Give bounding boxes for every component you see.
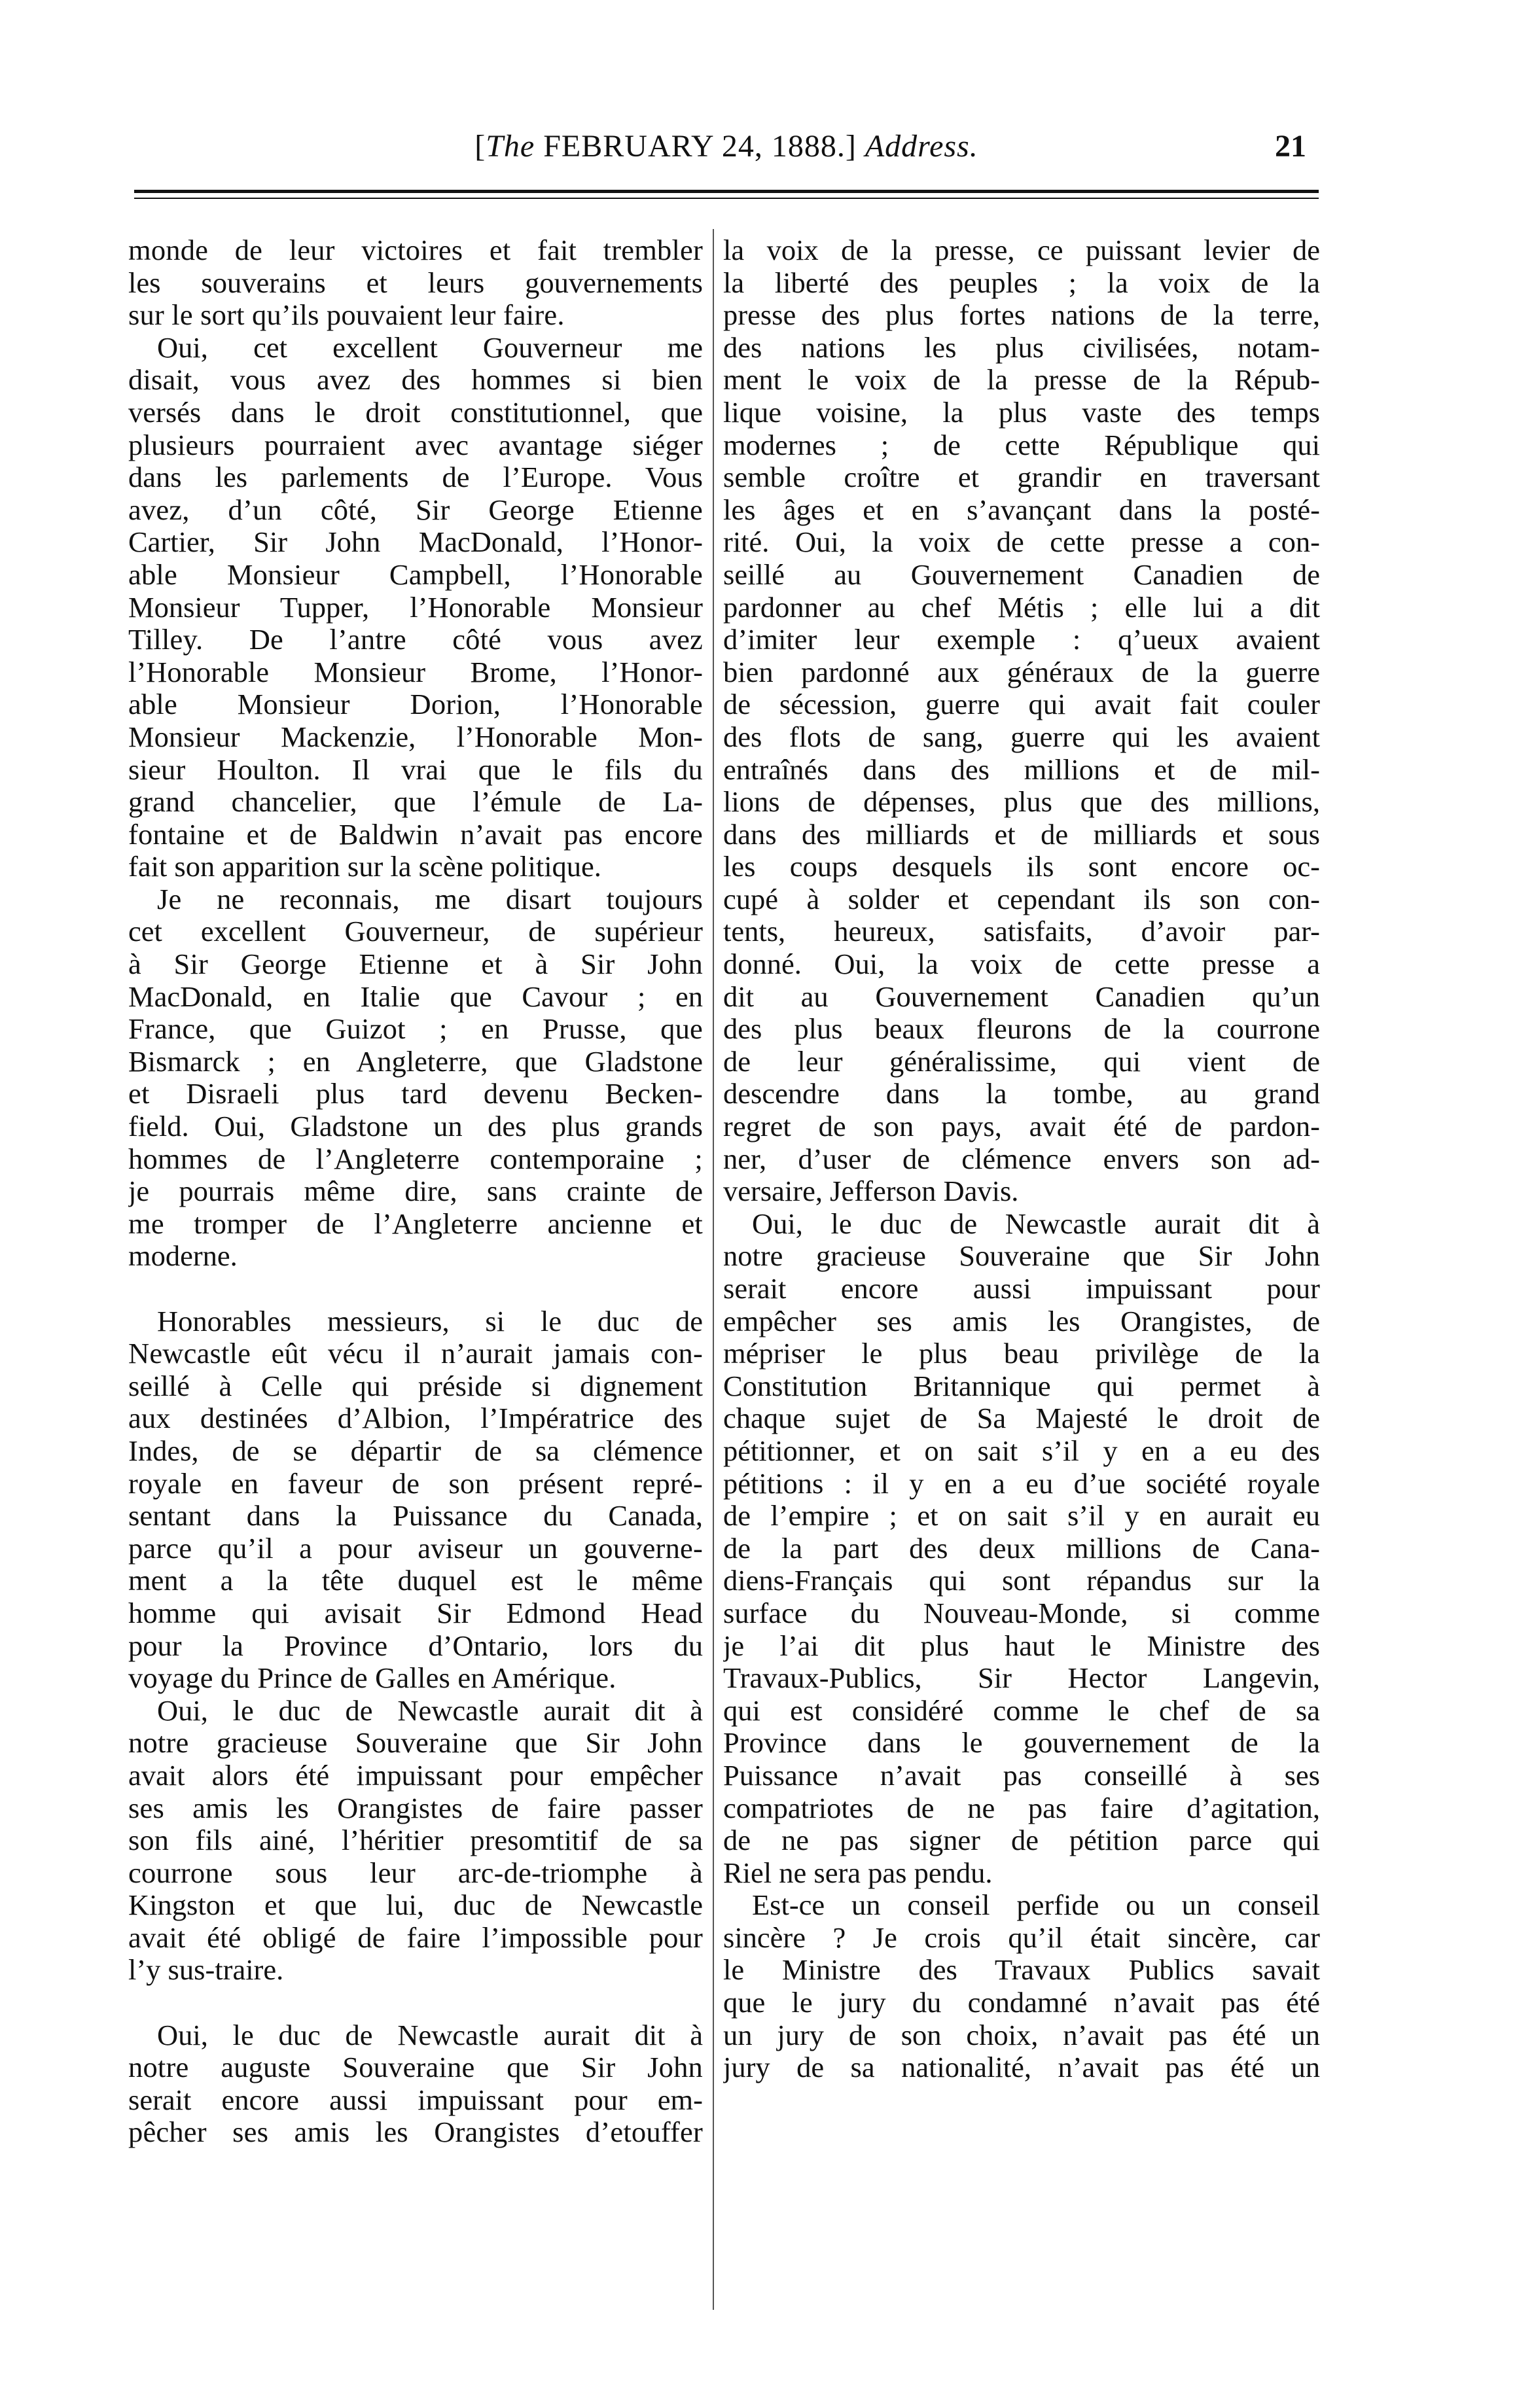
text-line: plusieurs pourraient avec avantage siéger bbox=[128, 429, 703, 461]
text-line: field. Oui, Gladstone un des plus grands bbox=[128, 1110, 703, 1143]
text-line: diens-Français qui sont répandus sur la bbox=[723, 1565, 1320, 1597]
text-line: dans les parlements de l’Europe. Vous bbox=[128, 461, 703, 494]
text-line: les coups desquels ils sont encore oc- bbox=[723, 851, 1320, 883]
text-line: dit au Gouvernement Canadien qu’un bbox=[723, 980, 1320, 1013]
text-line: Monsieur Mackenzie, l’Honorable Mon- bbox=[128, 720, 703, 753]
text-line: Oui, le duc de Newcastle aurait dit à bbox=[752, 1207, 1320, 1240]
text-line: seillé au Gouvernement Canadien de bbox=[723, 558, 1320, 591]
text-line: le Ministre des Travaux Publics savait bbox=[723, 1954, 1320, 1987]
text-line: Oui, le duc de Newcastle aurait dit à bbox=[157, 1694, 703, 1727]
text-line: Je ne reconnais, me disart toujours bbox=[157, 883, 703, 915]
text-line: voyage du Prince de Galles en Amérique. bbox=[128, 1662, 616, 1695]
text-line: avait alors été impuissant pour empêcher bbox=[128, 1759, 703, 1792]
running-header bbox=[124, 128, 1321, 181]
text-line: regret de son pays, avait été de pardon- bbox=[723, 1110, 1320, 1143]
text-line: ner, d’user de clémence envers son ad- bbox=[723, 1142, 1320, 1175]
text-line: Riel ne sera pas pendu. bbox=[723, 1856, 993, 1889]
text-line: notre gracieuse Souveraine que Sir John bbox=[128, 1727, 703, 1760]
text-line: bien pardonné aux généraux de la guerre bbox=[723, 656, 1320, 688]
text-line: Tilley. De l’antre côté vous avez bbox=[128, 624, 703, 656]
text-line: que le jury du condamné n’avait pas été bbox=[723, 1987, 1320, 2019]
text-line: Est-ce un conseil perfide ou un conseil bbox=[752, 1889, 1320, 1922]
header-rule-thick bbox=[134, 190, 1319, 193]
text-line bbox=[128, 1987, 703, 2019]
title-bracket: [ bbox=[474, 129, 486, 164]
text-line: son fils ainé, l’héritier presomtitif de sa bbox=[128, 1824, 703, 1857]
text-line: royale en faveur de son présent repré- bbox=[128, 1467, 703, 1500]
text-line: Cartier, Sir John MacDonald, l’Honor- bbox=[128, 526, 703, 559]
text-line: cupé à solder et cependant ils son con- bbox=[723, 883, 1320, 915]
text-line: courrone sous leur arc-de-triomphe à bbox=[128, 1856, 703, 1889]
text-line: serait encore aussi impuissant pour bbox=[723, 1273, 1320, 1305]
text-line: Honorables messieurs, si le duc de bbox=[157, 1305, 703, 1337]
text-line: d’imiter leur exemple : q’ueux avaient bbox=[723, 624, 1320, 656]
text-line: descendre dans la tombe, au grand bbox=[723, 1078, 1320, 1110]
text-line: de la part des deux millions de Cana- bbox=[723, 1532, 1320, 1565]
text-line: la liberté des peuples ; la voix de la bbox=[723, 266, 1320, 299]
running-title bbox=[389, 128, 1063, 164]
text-line: ment a la tête duquel est le même bbox=[128, 1565, 703, 1597]
text-line: disait, vous avez des hommes si bien bbox=[128, 364, 703, 397]
text-line: je pourrais même dire, sans crainte de bbox=[128, 1175, 703, 1208]
text-line: pour la Province d’Ontario, lors du bbox=[128, 1629, 703, 1662]
text-line: avait été obligé de faire l’impossible pour bbox=[128, 1921, 703, 1954]
text-line: sentant dans la Puissance du Canada, bbox=[128, 1500, 703, 1532]
text-line: notre auguste Souveraine que Sir John bbox=[128, 2051, 703, 2084]
text-line: Newcastle eût vécu il n’aurait jamais con- bbox=[128, 1337, 703, 1370]
text-line: presse des plus fortes nations de la terre, bbox=[723, 299, 1320, 332]
text-line: donné. Oui, la voix de cette presse a bbox=[723, 948, 1320, 981]
text-line: et Disraeli plus tard devenu Becken- bbox=[128, 1078, 703, 1110]
text-line: versés dans le droit constitutionnel, que bbox=[128, 396, 703, 429]
text-line: fontaine et de Baldwin n’avait pas encore bbox=[128, 818, 703, 851]
text-line: monde de leur victoires et fait trembler bbox=[128, 234, 703, 266]
text-line: Constitution Britannique qui permet à bbox=[723, 1370, 1320, 1402]
text-line: des plus beaux fleurons de la courrone bbox=[723, 1013, 1320, 1046]
text-line: ment le voix de la presse de la Répub- bbox=[723, 364, 1320, 397]
text-line: fait son apparition sur la scène politique. bbox=[128, 851, 601, 883]
text-line: rité. Oui, la voix de cette presse a con- bbox=[723, 526, 1320, 559]
text-line: un jury de son choix, n’avait pas été un bbox=[723, 2019, 1320, 2051]
text-line: des flots de sang, guerre qui les avaient bbox=[723, 720, 1320, 753]
text-line: pétitions : il y en a eu d’ue société royale bbox=[723, 1467, 1320, 1500]
text-line: entraînés dans des millions et de mil- bbox=[723, 753, 1320, 786]
header-rule-thin bbox=[134, 198, 1319, 199]
text-line: les souverains et leurs gouvernements bbox=[128, 266, 703, 299]
text-line: able Monsieur Campbell, l’Honorable bbox=[128, 558, 703, 591]
text-line: compatriotes de ne pas faire d’agitation, bbox=[723, 1792, 1320, 1824]
text-line: qui est considéré comme le chef de sa bbox=[723, 1694, 1320, 1727]
text-line: à Sir George Etienne et à Sir John bbox=[128, 948, 703, 981]
text-line: lions de dépenses, plus que des millions, bbox=[723, 786, 1320, 819]
text-line: sincère ? Je crois qu’il était sincère, car bbox=[723, 1921, 1320, 1954]
text-line: France, que Guizot ; en Prusse, que bbox=[128, 1013, 703, 1046]
text-line: de leur généralissime, qui vient de bbox=[723, 1045, 1320, 1078]
text-line: MacDonald, en Italie que Cavour ; en bbox=[128, 980, 703, 1013]
text-line: me tromper de l’Angleterre ancienne et bbox=[128, 1207, 703, 1240]
text-line: semble croître et grandir en traversant bbox=[723, 461, 1320, 494]
text-line: jury de sa nationalité, n’avait pas été un bbox=[723, 2051, 1320, 2084]
text-line: Indes, de se départir de sa clémence bbox=[128, 1434, 703, 1467]
text-line: modernes ; de cette République qui bbox=[723, 429, 1320, 461]
text-line: versaire, Jefferson Davis. bbox=[723, 1175, 1019, 1208]
text-line bbox=[128, 1273, 703, 1305]
text-line: la voix de la presse, ce puissant levier de bbox=[723, 234, 1320, 266]
text-line: avez, d’un côté, Sir George Etienne bbox=[128, 493, 703, 526]
text-line: de l’empire ; et on sait s’il y en aurait eu bbox=[723, 1500, 1320, 1532]
text-line: pêcher ses amis les Orangistes d’etouffer bbox=[128, 2116, 703, 2149]
text-line: hommes de l’Angleterre contemporaine ; bbox=[128, 1142, 703, 1175]
text-line: Bismarck ; en Angleterre, que Gladstone bbox=[128, 1045, 703, 1078]
text-line: je l’ai dit plus haut le Ministre des bbox=[723, 1629, 1320, 1662]
text-line: empêcher ses amis les Orangistes, de bbox=[723, 1305, 1320, 1337]
text-line: Kingston et que lui, duc de Newcastle bbox=[128, 1889, 703, 1922]
text-line: de ne pas signer de pétition parce qui bbox=[723, 1824, 1320, 1857]
text-line: homme qui avisait Sir Edmond Head bbox=[128, 1597, 703, 1629]
text-line: aux destinées d’Albion, l’Impératrice des bbox=[128, 1402, 703, 1435]
column-divider bbox=[713, 229, 714, 2310]
text-line: les âges et en s’avançant dans la posté- bbox=[723, 493, 1320, 526]
text-line: dans des milliards et de milliards et sous bbox=[723, 818, 1320, 851]
text-line: sieur Houlton. Il vrai que le fils du bbox=[128, 753, 703, 786]
text-line: Province dans le gouvernement de la bbox=[723, 1727, 1320, 1760]
title-date: FEBRUARY 24, 1888.] bbox=[535, 129, 865, 164]
text-line: mépriser le plus beau privilège de la bbox=[723, 1337, 1320, 1370]
text-line: lique voisine, la plus vaste des temps bbox=[723, 396, 1320, 429]
page-number: 21 bbox=[1275, 129, 1306, 164]
text-line: sur le sort qu’ils pouvaient leur faire. bbox=[128, 299, 565, 332]
text-line: parce qu’il a pour aviseur un gouverne- bbox=[128, 1532, 703, 1565]
text-line: surface du Nouveau-Monde, si comme bbox=[723, 1597, 1320, 1629]
text-line: Puissance n’avait pas conseillé à ses bbox=[723, 1759, 1320, 1792]
text-line: l’y sus-traire. bbox=[128, 1954, 284, 1987]
right-column bbox=[723, 234, 1320, 2084]
text-line: cet excellent Gouverneur, de supérieur bbox=[128, 915, 703, 948]
text-line: pétitionner, et on sait s’il y en a eu des bbox=[723, 1434, 1320, 1467]
text-line: able Monsieur Dorion, l’Honorable bbox=[128, 688, 703, 721]
text-line: Oui, le duc de Newcastle aurait dit à bbox=[157, 2019, 703, 2051]
text-line: chaque sujet de Sa Majesté le droit de bbox=[723, 1402, 1320, 1435]
title-address: Address. bbox=[865, 129, 978, 164]
text-line: moderne. bbox=[128, 1240, 238, 1273]
text-line: Oui, cet excellent Gouverneur me bbox=[157, 331, 703, 364]
text-line: serait encore aussi impuissant pour em- bbox=[128, 2083, 703, 2116]
text-line: des nations les plus civilisées, notam- bbox=[723, 331, 1320, 364]
left-column bbox=[128, 234, 703, 2149]
title-the: The bbox=[486, 129, 535, 164]
text-line: pardonner au chef Métis ; elle lui a dit bbox=[723, 591, 1320, 624]
text-line: seillé à Celle qui préside si dignement bbox=[128, 1370, 703, 1402]
text-line: l’Honorable Monsieur Brome, l’Honor- bbox=[128, 656, 703, 688]
text-line: Travaux-Publics, Sir Hector Langevin, bbox=[723, 1662, 1320, 1695]
text-line: grand chancelier, que l’émule de La- bbox=[128, 786, 703, 819]
text-line: ses amis les Orangistes de faire passer bbox=[128, 1792, 703, 1824]
text-line: Monsieur Tupper, l’Honorable Monsieur bbox=[128, 591, 703, 624]
text-line: notre gracieuse Souveraine que Sir John bbox=[723, 1240, 1320, 1273]
text-line: tents, heureux, satisfaits, d’avoir par- bbox=[723, 915, 1320, 948]
text-line: de sécession, guerre qui avait fait couler bbox=[723, 688, 1320, 721]
